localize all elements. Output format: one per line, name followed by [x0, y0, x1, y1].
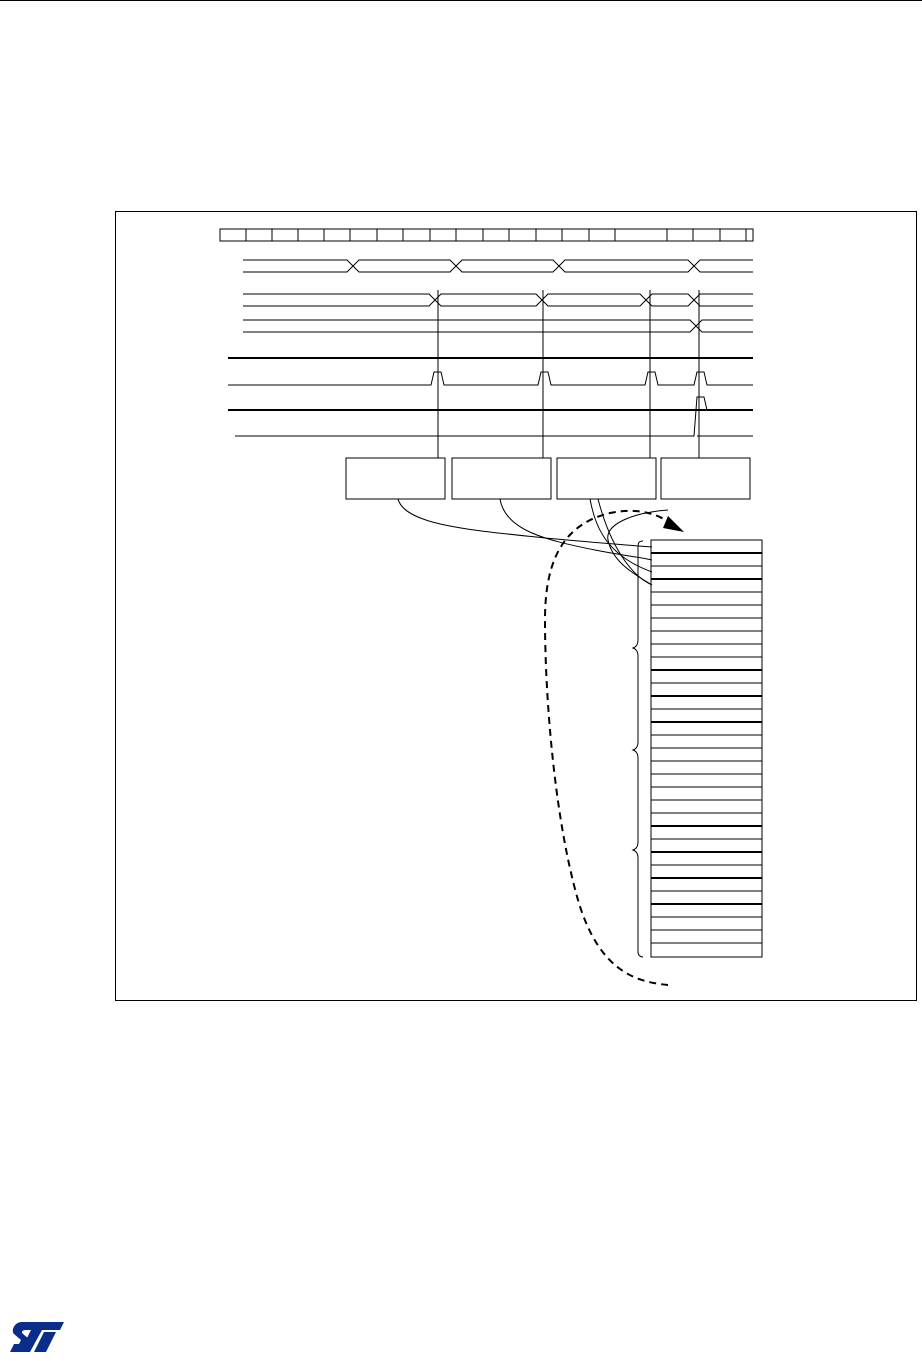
blocks	[346, 458, 750, 499]
block	[557, 458, 656, 499]
bus-row-3	[243, 320, 753, 332]
connector	[590, 499, 652, 572]
bus-segment	[243, 260, 353, 272]
braces	[633, 541, 643, 957]
brace	[638, 860, 643, 957]
brace	[633, 662, 638, 765]
arrow-head	[663, 516, 684, 532]
register-table	[651, 540, 762, 957]
bus-segment	[694, 260, 753, 272]
connector	[500, 499, 652, 560]
bus-segment	[435, 294, 542, 306]
bus-row-1	[243, 260, 753, 272]
clock-cell-row	[220, 229, 753, 241]
bus-segment	[243, 294, 435, 306]
block	[661, 458, 750, 499]
vertical-markers	[438, 290, 699, 458]
bus-segment	[243, 320, 696, 332]
clock-cell-row-outline	[220, 229, 753, 241]
bus-segment	[694, 294, 753, 306]
brace	[633, 541, 643, 662]
bus-segment	[353, 260, 456, 272]
pulse-waveform	[228, 372, 753, 385]
pulse-row-1	[228, 358, 753, 385]
pulse-waveform	[235, 397, 753, 436]
st-logo	[8, 1316, 68, 1356]
bus-segment	[559, 260, 694, 272]
connector	[398, 499, 652, 547]
bus-segment	[542, 294, 646, 306]
bus-row-2	[243, 294, 753, 306]
bus-segment	[646, 294, 694, 306]
bus-segment	[696, 320, 753, 332]
block	[452, 458, 551, 499]
block	[346, 458, 445, 499]
brace	[633, 765, 638, 860]
bus-segment	[456, 260, 559, 272]
pulse-row-2	[228, 397, 753, 436]
